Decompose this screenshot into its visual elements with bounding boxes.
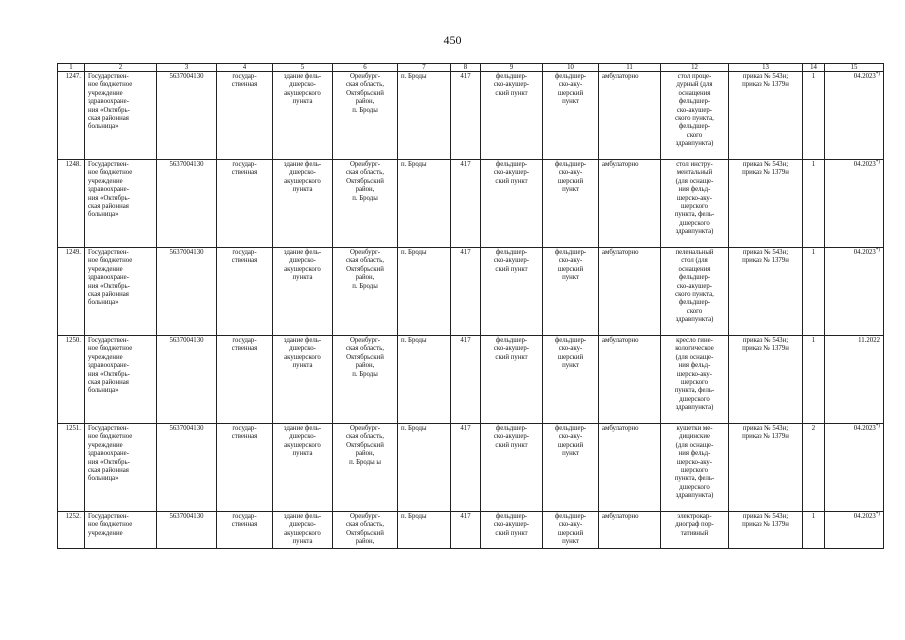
order-reference-cell <box>729 248 803 336</box>
address: Оренбург- ская область, Октябрьский район, <box>346 513 384 546</box>
date-cell <box>825 248 884 336</box>
code: 417 <box>460 425 471 432</box>
locality: п. Броды <box>401 73 427 80</box>
date-cell <box>825 336 884 424</box>
subunit-type-cell <box>543 336 599 424</box>
subunit-type: фельдшер- ско-аку- шерский пункт <box>554 425 587 458</box>
ownership-form: государ- ственная <box>231 249 258 265</box>
equipment-name-cell <box>661 160 729 248</box>
quantity-cell <box>803 248 825 336</box>
locality: п. Броды <box>401 513 427 520</box>
equipment-name-cell <box>661 248 729 336</box>
building-type-cell <box>273 248 333 336</box>
date-cell <box>825 160 884 248</box>
table-row <box>58 248 884 336</box>
unit-type-cell <box>481 336 543 424</box>
quantity-cell <box>803 72 825 160</box>
locality: п. Броды <box>401 337 427 344</box>
date-footnote-mark: *) <box>875 512 880 517</box>
column-header: 10 <box>543 64 599 72</box>
row-number: 1247. <box>65 73 81 80</box>
equipment-name: кушетки ме- дицинские (для оснаще- ния фельд- шерско-аку- шерского пункта, фель- дшерского здравпункта) <box>674 425 715 500</box>
ownership-form: государ- ственная <box>231 73 258 89</box>
address: Оренбург- ская область, Октябрьский район, п. Броды <box>346 161 384 202</box>
care-form-cell <box>599 512 661 549</box>
care-form-cell <box>599 160 661 248</box>
subunit-type-cell <box>543 512 599 549</box>
organization-name: Государствен- ное бюджетное учреждение здравоохране- ния «Октябрь- ская районная больница» <box>88 337 133 395</box>
inn-code-cell <box>157 160 217 248</box>
building-type: здание фель- дшерско- акушерского пункта <box>283 513 322 546</box>
code-cell <box>451 336 481 424</box>
order-reference: приказ № 543н; приказ № 1379н <box>742 73 789 89</box>
building-type: здание фель- дшерско- акушерского пункта <box>283 249 322 282</box>
code: 417 <box>460 161 471 168</box>
building-type: здание фель- дшерско- акушерского пункта <box>283 337 322 370</box>
unit-type-cell <box>481 160 543 248</box>
unit-type: фельдшер- ско-акушер- ский пункт <box>493 337 530 361</box>
address-cell <box>333 248 398 336</box>
order-reference-cell <box>729 512 803 549</box>
column-header: 6 <box>333 64 398 72</box>
quantity-cell <box>803 424 825 512</box>
quantity-cell <box>803 160 825 248</box>
inn-code-cell <box>157 512 217 549</box>
code-cell <box>451 248 481 336</box>
equipment-name: кресло гине- кологическое (для оснаще- ния фельд- шерско-аку- шерского пункта, фель- дшерского здравпункта) <box>674 337 715 412</box>
subunit-type: фельдшер- ско-аку- шерский пункт <box>554 161 587 194</box>
row-number: 1250. <box>65 337 81 344</box>
locality: п. Броды <box>401 249 427 256</box>
quantity: 1 <box>811 249 816 256</box>
ownership-form-cell <box>217 512 273 549</box>
care-form-cell <box>599 336 661 424</box>
column-header: 13 <box>729 64 803 72</box>
order-reference-cell <box>729 424 803 512</box>
care-form: амбулаторно <box>602 161 639 168</box>
address: Оренбург- ская область, Октябрьский район, п. Броды <box>346 337 384 378</box>
register-table <box>57 63 884 549</box>
care-form-cell <box>599 248 661 336</box>
row-number-cell <box>58 72 85 160</box>
equipment-name-cell <box>661 424 729 512</box>
inn-code: 5637004130 <box>169 161 204 168</box>
date-cell <box>825 424 884 512</box>
date: 04.2023 <box>853 513 876 520</box>
code-cell <box>451 512 481 549</box>
address: Оренбург- ская область, Октябрьский район, п. Броды <box>346 73 384 114</box>
order-reference-cell <box>729 72 803 160</box>
unit-type: фельдшер- ско-акушер- ский пункт <box>493 161 530 185</box>
locality-cell <box>398 72 451 160</box>
building-type: здание фель- дшерско- акушерского пункта <box>283 425 322 458</box>
column-header: 4 <box>217 64 273 72</box>
quantity: 1 <box>811 337 816 344</box>
unit-type-cell <box>481 248 543 336</box>
date: 04.2023 <box>853 425 876 432</box>
row-number: 1249. <box>65 249 81 256</box>
unit-type: фельдшер- ско-акушер- ский пункт <box>493 249 530 273</box>
building-type: здание фель- дшерско- акушерского пункта <box>283 161 322 194</box>
row-number: 1251. <box>65 425 81 432</box>
unit-type-cell <box>481 512 543 549</box>
ownership-form-cell <box>217 160 273 248</box>
organization-name-cell <box>85 336 157 424</box>
organization-name-cell <box>85 512 157 549</box>
column-header: 8 <box>451 64 481 72</box>
row-number-cell <box>58 248 85 336</box>
locality-cell <box>398 336 451 424</box>
equipment-name-cell <box>661 336 729 424</box>
order-reference-cell <box>729 336 803 424</box>
code-cell <box>451 72 481 160</box>
organization-name-cell <box>85 424 157 512</box>
unit-type-cell <box>481 424 543 512</box>
locality-cell <box>398 160 451 248</box>
date-cell <box>825 512 884 549</box>
row-number-cell <box>58 336 85 424</box>
date-footnote-mark: *) <box>875 424 880 429</box>
address-cell <box>333 160 398 248</box>
inn-code-cell <box>157 424 217 512</box>
equipment-name: стол проце- дурный (для оснащения фельдшер- ско-акушер- ского пункта, фельдшер- ского здравпункта) <box>675 73 714 148</box>
subunit-type: фельдшер- ско-аку- шерский пункт <box>554 337 587 370</box>
address-cell <box>333 72 398 160</box>
building-type-cell <box>273 160 333 248</box>
column-header: 2 <box>85 64 157 72</box>
subunit-type: фельдшер- ско-аку- шерский пункт <box>554 249 587 282</box>
organization-name: Государствен- ное бюджетное учреждение здравоохране- ния «Октябрь- ская районная больница» <box>88 73 133 131</box>
ownership-form: государ- ственная <box>231 337 258 353</box>
table-row <box>58 160 884 248</box>
table-row <box>58 72 884 160</box>
column-number-row <box>58 64 884 72</box>
address-cell <box>333 424 398 512</box>
column-header: 12 <box>661 64 729 72</box>
address-cell <box>333 512 398 549</box>
date-footnote-mark: *) <box>875 248 880 253</box>
equipment-name: пеленальный стол (для оснащения фельдшер- ско-акушер- ского пункта, фельдшер- ского здравпункта) <box>675 249 714 324</box>
subunit-type-cell <box>543 248 599 336</box>
column-header: 1 <box>58 64 85 72</box>
date-cell <box>825 72 884 160</box>
date: 04.2023 <box>853 249 876 256</box>
organization-name: Государствен- ное бюджетное учреждение здравоохране- ния «Октябрь- ская районная больница» <box>88 161 133 219</box>
order-reference: приказ № 543н; приказ № 1379н <box>742 337 789 353</box>
column-header: 15 <box>825 64 884 72</box>
ownership-form-cell <box>217 424 273 512</box>
inn-code: 5637004130 <box>169 249 204 256</box>
ownership-form: государ- ственная <box>231 161 258 177</box>
address: Оренбург- ская область, Октябрьский район, п. Броды <box>346 249 384 290</box>
subunit-type: фельдшер- ско-аку- шерский пункт <box>554 513 587 546</box>
order-reference-cell <box>729 160 803 248</box>
row-number: 1248. <box>65 161 81 168</box>
care-form-cell <box>599 72 661 160</box>
code-cell <box>451 424 481 512</box>
care-form: амбулаторно <box>602 513 639 520</box>
care-form-cell <box>599 424 661 512</box>
building-type-cell <box>273 336 333 424</box>
quantity: 1 <box>811 73 816 80</box>
locality-cell <box>398 248 451 336</box>
row-number-cell <box>58 160 85 248</box>
date-footnote-mark: *) <box>875 72 880 77</box>
column-header: 3 <box>157 64 217 72</box>
equipment-name-cell <box>661 512 729 549</box>
ownership-form-cell <box>217 248 273 336</box>
organization-name-cell <box>85 72 157 160</box>
address: Оренбург- ская область, Октябрьский район, п. Броды ы <box>346 425 384 466</box>
inn-code-cell <box>157 248 217 336</box>
subunit-type-cell <box>543 72 599 160</box>
building-type-cell <box>273 512 333 549</box>
unit-type-cell <box>481 72 543 160</box>
ownership-form: государ- ственная <box>231 425 258 441</box>
subunit-type-cell <box>543 160 599 248</box>
organization-name-cell <box>85 248 157 336</box>
date: 11.2022 <box>858 337 880 344</box>
equipment-name-cell <box>661 72 729 160</box>
code: 417 <box>460 73 471 80</box>
row-number-cell <box>58 512 85 549</box>
column-header: 14 <box>803 64 825 72</box>
inn-code: 5637004130 <box>169 513 204 520</box>
table-body <box>58 72 884 549</box>
table-row <box>58 512 884 549</box>
care-form: амбулаторно <box>602 73 639 80</box>
quantity: 1 <box>811 513 816 520</box>
building-type-cell <box>273 424 333 512</box>
unit-type: фельдшер- ско-акушер- ский пункт <box>493 513 530 537</box>
inn-code-cell <box>157 336 217 424</box>
organization-name: Государствен- ное бюджетное учреждение <box>88 513 133 537</box>
code: 417 <box>460 513 471 520</box>
inn-code: 5637004130 <box>169 425 204 432</box>
code-cell <box>451 160 481 248</box>
equipment-name: стол инстру- ментальный (для оснаще- ния фельд- шерско-аку- шерского пункта, фель- дшерского здравпункта) <box>674 161 715 236</box>
locality-cell <box>398 512 451 549</box>
quantity-cell <box>803 512 825 549</box>
ownership-form-cell <box>217 336 273 424</box>
code: 417 <box>460 249 471 256</box>
subunit-type: фельдшер- ско-аку- шерский пункт <box>554 73 587 106</box>
quantity: 2 <box>811 425 816 432</box>
organization-name-cell <box>85 160 157 248</box>
unit-type: фельдшер- ско-акушер- ский пункт <box>493 73 530 97</box>
building-type: здание фель- дшерско- акушерского пункта <box>283 73 322 106</box>
date: 04.2023 <box>853 73 876 80</box>
organization-name: Государствен- ное бюджетное учреждение здравоохране- ния «Октябрь- ская районная больница» <box>88 425 133 483</box>
care-form: амбулаторно <box>602 337 639 344</box>
column-header: 9 <box>481 64 543 72</box>
page-number: 450 <box>443 33 462 47</box>
address-cell <box>333 336 398 424</box>
ownership-form-cell <box>217 72 273 160</box>
column-header: 7 <box>398 64 451 72</box>
quantity: 1 <box>811 161 816 168</box>
locality-cell <box>398 424 451 512</box>
organization-name: Государствен- ное бюджетное учреждение здравоохране- ния «Октябрь- ская районная больница» <box>88 249 133 307</box>
order-reference: приказ № 543н; приказ № 1379н <box>742 513 789 529</box>
date: 04.2023 <box>853 161 876 168</box>
quantity-cell <box>803 336 825 424</box>
code: 417 <box>460 337 471 344</box>
unit-type: фельдшер- ско-акушер- ский пункт <box>493 425 530 449</box>
row-number-cell <box>58 424 85 512</box>
table-row <box>58 336 884 424</box>
inn-code: 5637004130 <box>169 73 204 80</box>
locality: п. Броды <box>401 425 427 432</box>
care-form: амбулаторно <box>602 249 639 256</box>
order-reference: приказ № 543н; приказ № 1379н <box>742 161 789 177</box>
order-reference: приказ № 543н; приказ № 1379н <box>742 249 789 265</box>
inn-code-cell <box>157 72 217 160</box>
column-header: 11 <box>599 64 661 72</box>
inn-code: 5637004130 <box>169 337 204 344</box>
table-row <box>58 424 884 512</box>
order-reference: приказ № 543н; приказ № 1379н <box>742 425 789 441</box>
ownership-form: государ- ственная <box>231 513 258 529</box>
row-number: 1252. <box>65 513 81 520</box>
building-type-cell <box>273 72 333 160</box>
equipment-name: электрокар- диограф пор- тативный <box>675 513 714 537</box>
date-footnote-mark: *) <box>875 160 880 165</box>
column-header: 5 <box>273 64 333 72</box>
subunit-type-cell <box>543 424 599 512</box>
care-form: амбулаторно <box>602 425 639 432</box>
locality: п. Броды <box>401 161 427 168</box>
